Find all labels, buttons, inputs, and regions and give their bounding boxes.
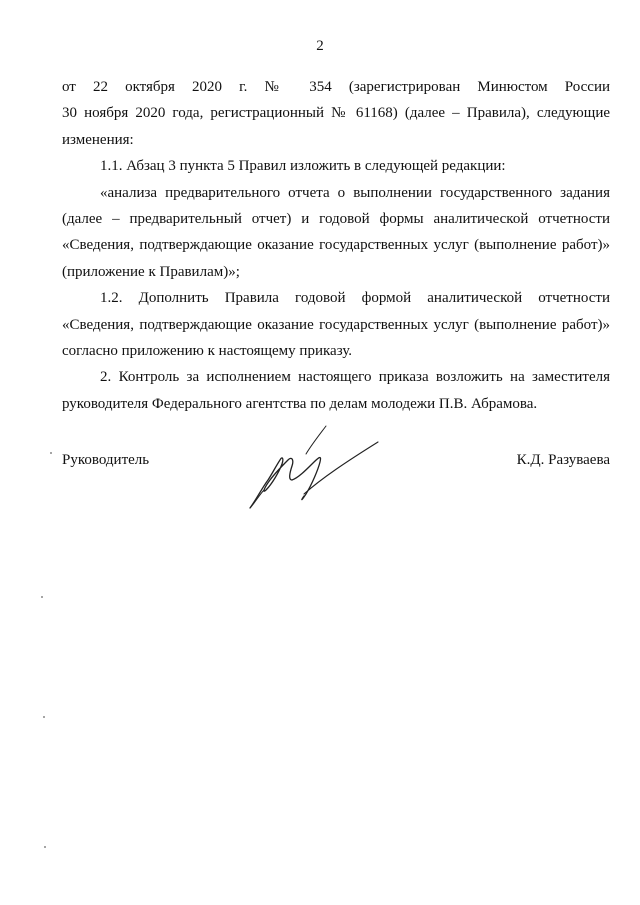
paragraph-line: 1.2. Дополнить Правила годовой формой аналитической отчетности bbox=[100, 290, 610, 307]
scan-speck bbox=[50, 452, 52, 454]
paragraph-line: изменения: bbox=[62, 131, 134, 148]
paragraph-line: 1.1. Абзац 3 пункта 5 Правил изложить в следующей редакции: bbox=[100, 158, 506, 175]
scan-speck bbox=[44, 846, 46, 848]
paragraph-line: «Сведения, подтверждающие оказание государственных услуг (выполнение работ)» bbox=[62, 237, 610, 254]
scan-speck bbox=[41, 596, 43, 598]
signer-position: Руководитель bbox=[62, 452, 150, 468]
page-number: 2 bbox=[316, 38, 324, 54]
paragraph-line: согласно приложению к настоящему приказу. bbox=[62, 343, 353, 360]
paragraph-line: (далее – предварительный отчет) и годовой формы аналитической отчетности bbox=[62, 211, 610, 228]
document-body bbox=[62, 74, 610, 417]
paragraph-line: «Сведения, подтверждающие оказание государственных услуг (выполнение работ)» bbox=[62, 316, 610, 333]
paragraph-line: от 22 октября 2020 г. № 354 (зарегистрирован Минюстом России bbox=[62, 79, 610, 95]
scan-speck bbox=[43, 716, 45, 718]
signer-name: К.Д. Разуваева bbox=[516, 452, 610, 468]
paragraph-line: 30 ноября 2020 года, регистрационный № 61168) (далее – Правила), следующие bbox=[62, 105, 610, 122]
paragraph-line: «анализа предварительного отчета о выполнении государственного задания bbox=[100, 184, 610, 201]
paragraph-line: руководителя Федерального агентства по делам молодежи П.В. Абрамова. bbox=[62, 395, 538, 412]
paragraph-line: (приложение к Правилам)»; bbox=[62, 263, 240, 280]
handwritten-signature-icon bbox=[246, 424, 382, 512]
paragraph-line: 2. Контроль за исполнением настоящего приказа возложить на заместителя bbox=[100, 369, 610, 386]
